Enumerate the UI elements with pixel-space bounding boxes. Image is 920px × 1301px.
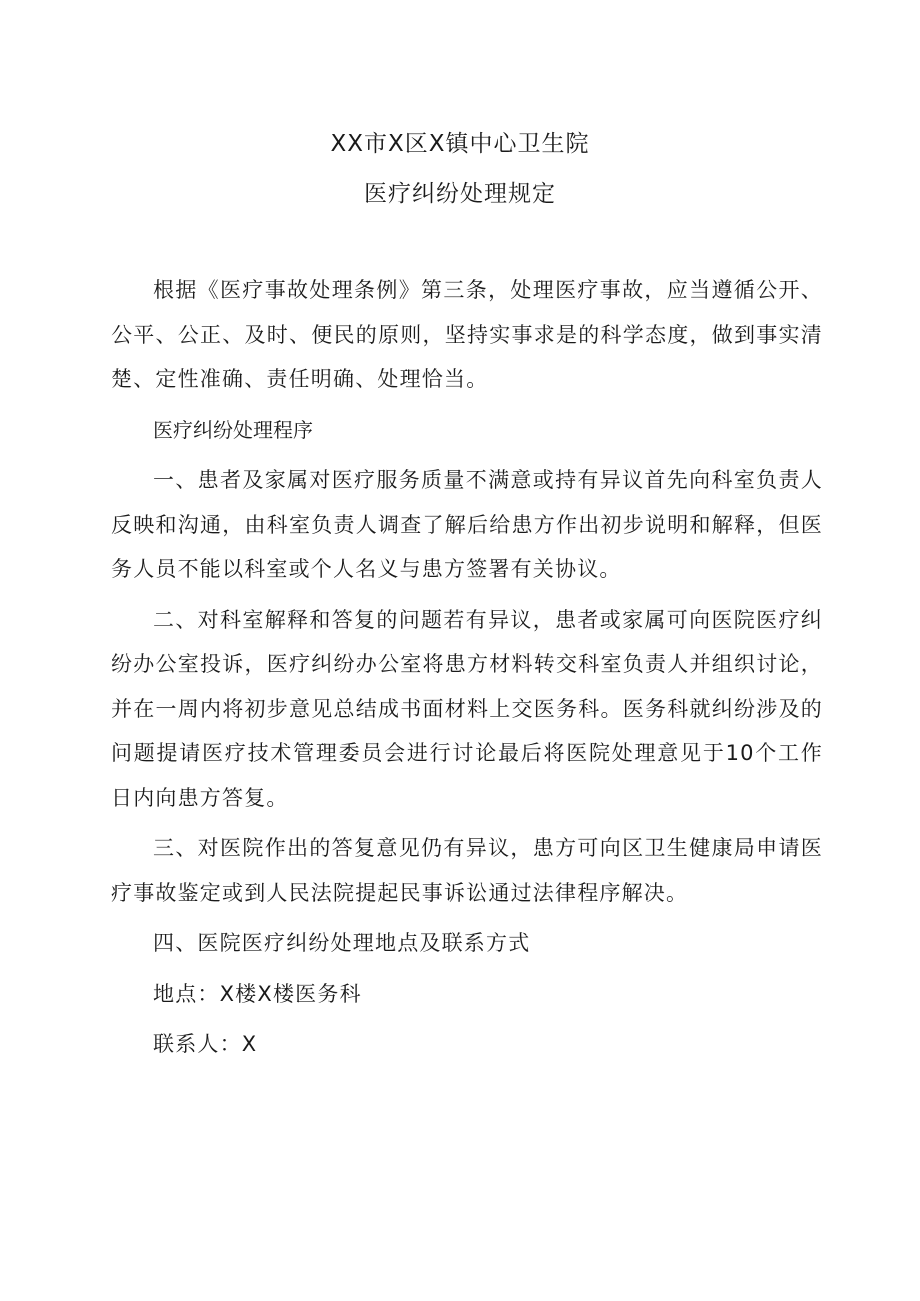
section-heading: 医疗纠纷处理程序 xyxy=(153,417,313,442)
contact-line: 联系人：X xyxy=(153,1032,258,1056)
procedure-item-3: 三、对医院作出的答复意见仍有异议，患方可向区卫生健康局申请医疗事故鉴定或到人民法院提起民事诉讼通过法律程序解决。 xyxy=(111,836,823,905)
procedure-item-4: 四、医院医疗纠纷处理地点及联系方式 xyxy=(153,931,531,955)
document-title-institution: XX市X区X镇中心卫生院 xyxy=(330,131,590,157)
procedure-item-1: 一、患者及家属对医疗服务质量不满意或持有异议首先向科室负责人反映和沟通，由科室负责人调查了解后给患方作出初步说明和解释，但医务人员不能以科室或个人名义与患方签署有关协议。 xyxy=(111,468,823,581)
intro-paragraph: 根据《医疗事故处理条例》第三条，处理医疗事故，应当遵循公开、公平、公正、及时、便民的原则，坚持实事求是的科学态度，做到事实清楚、定性准确、责任明确、处理恰当。 xyxy=(111,278,823,391)
document-title-regulation: 医疗纠纷处理规定 xyxy=(364,181,556,207)
location-line: 地点：X楼X楼医务科 xyxy=(153,981,362,1006)
procedure-item-2: 二、对科室解释和答复的问题若有异议，患者或家属可向医院医疗纠纷办公室投诉，医疗纠纷办公室将患方材料转交科室负责人并组织讨论，并在一周内将初步意见总结成书面材料上交医务科。医务科就纠纷涉及的问题提请医疗技术管理委员会进行讨论最后将医院处理意见于10个工作日内向患方答复。 xyxy=(111,607,823,810)
document-body xyxy=(111,268,823,1067)
